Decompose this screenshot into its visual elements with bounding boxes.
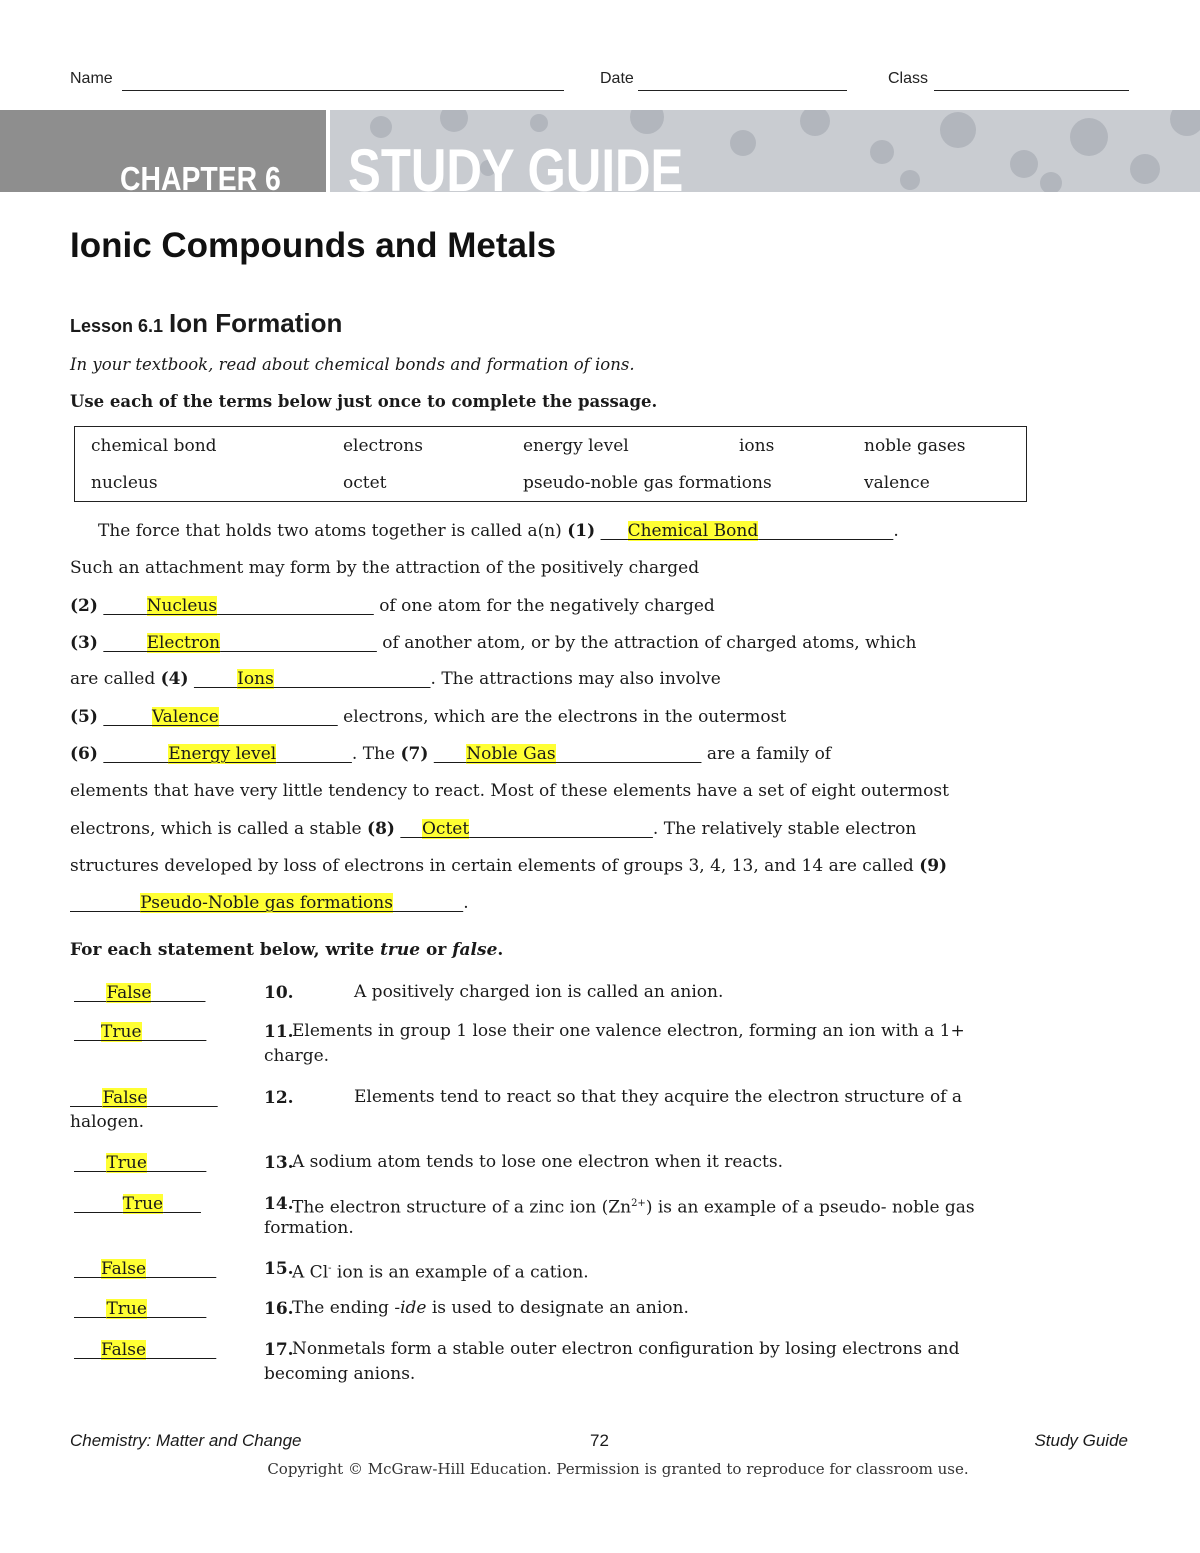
answer-blank-8[interactable] — [400, 819, 653, 839]
word-bank-term: ions — [739, 436, 775, 456]
answer-blank-14[interactable] — [74, 1193, 201, 1215]
terms-instruction: Use each of the terms below just once to complete the passage. — [70, 392, 658, 411]
passage-line — [70, 743, 831, 765]
statement-text: ion is an example of a cation. — [331, 1262, 589, 1283]
reading-instruction: In your textbook, read about chemical bonds and formation of ions. — [70, 355, 635, 374]
passage-line — [70, 668, 721, 690]
item-number: 12. — [264, 1088, 294, 1108]
word-bank-term: nucleus — [91, 473, 158, 493]
answer-3: Electron — [146, 633, 221, 653]
answer-blank-5[interactable] — [103, 707, 337, 727]
passage-text: of another atom, or by the attraction of charged atoms, which — [376, 633, 917, 653]
blank-number: (7) — [400, 744, 429, 764]
heading-text: or — [420, 940, 453, 960]
blank-number: (8) — [367, 819, 395, 839]
answer-14: True — [122, 1194, 164, 1214]
heading-false: false — [452, 940, 498, 960]
statement-text: A Cl — [292, 1262, 329, 1283]
word-bank-term: pseudo-noble gas formations — [523, 473, 772, 493]
blank-number: (2) — [70, 596, 98, 616]
answer-blank-2[interactable] — [103, 596, 373, 616]
answer-7: Noble Gas — [466, 744, 556, 764]
footer-study-guide: Study Guide — [1034, 1431, 1128, 1450]
study-guide-label: STUDY GUIDE — [348, 137, 684, 192]
passage-text: electrons, which are the electrons in the outermost — [337, 707, 787, 727]
statement-text: The electron structure of a zinc ion (Zn — [292, 1197, 632, 1218]
class-field[interactable] — [934, 72, 1129, 91]
answer-2: Nucleus — [146, 596, 218, 616]
answer-blank-12[interactable] — [70, 1087, 218, 1109]
word-bank-term: octet — [343, 473, 387, 493]
answer-blank-16[interactable] — [74, 1298, 206, 1320]
answer-blank-11[interactable] — [74, 1021, 206, 1043]
passage-text: are called — [70, 669, 161, 689]
answer-16: True — [106, 1299, 147, 1319]
statement-15 — [292, 1256, 589, 1286]
name-label: Name — [70, 70, 113, 87]
word-bank-term: valence — [864, 473, 930, 493]
word-bank — [74, 426, 1027, 502]
true-false-heading — [70, 940, 503, 960]
date-label: Date — [600, 70, 634, 87]
passage-text: The force that holds two atoms together is called a(n) — [98, 521, 568, 541]
statement-14-cont: formation. — [264, 1218, 354, 1238]
item-number: 11. — [264, 1022, 294, 1042]
answer-5: Valence — [151, 707, 219, 727]
answer-8: Octet — [421, 819, 470, 839]
statement-italic: -ide — [394, 1298, 427, 1318]
answer-blank-17[interactable] — [74, 1339, 216, 1361]
passage-text: . The — [351, 744, 401, 764]
answer-10: False — [106, 983, 152, 1003]
passage-line — [70, 892, 469, 914]
statement-text: The ending — [292, 1298, 395, 1318]
answer-12: False — [102, 1088, 148, 1108]
passage-line — [70, 595, 715, 617]
item-number: 13. — [264, 1153, 294, 1173]
chapter-label: CHAPTER 6 — [120, 160, 281, 197]
heading-true: true — [380, 940, 421, 960]
passage-line — [70, 706, 786, 728]
passage-text: of one atom for the negatively charged — [373, 596, 715, 616]
passage-text: structures developed by loss of electrons in certain elements of groups 3, 4, 13, and 14 are called — [70, 856, 920, 876]
heading-text: For each statement below, write — [70, 940, 381, 960]
answer-17: False — [101, 1340, 147, 1360]
blank-number: (3) — [70, 633, 98, 653]
passage-text: are a family of — [701, 744, 832, 764]
blank-number: (1) — [567, 521, 596, 541]
blank-number: (6) — [70, 744, 98, 764]
item-number: 15. — [264, 1259, 294, 1279]
statement-11-cont: charge. — [264, 1046, 330, 1066]
answer-blank-7[interactable] — [434, 744, 702, 764]
passage-line — [70, 632, 917, 654]
name-field[interactable] — [122, 72, 564, 91]
statement-17: Nonmetals form a stable outer electron configuration by losing electrons and — [292, 1339, 960, 1359]
statement-text: ) is an example of a pseudo- noble gas — [645, 1197, 975, 1218]
answer-4: Ions — [237, 669, 274, 689]
statement-16 — [292, 1296, 689, 1321]
answer-1: Chemical Bond — [627, 521, 759, 541]
lesson-name: Ion Formation — [169, 308, 343, 338]
answer-9: Pseudo-Noble gas formations — [140, 893, 393, 913]
answer-13: True — [106, 1153, 147, 1173]
passage-line — [70, 855, 947, 877]
statement-11: Elements in group 1 lose their one valence electron, forming an ion with a 1+ — [292, 1021, 965, 1041]
statement-13: A sodium atom tends to lose one electron when it reacts. — [292, 1152, 783, 1172]
blank-number: (5) — [70, 707, 98, 727]
passage-line: The force that holds two atoms together is called a(n) (1) Chemical Bond . — [98, 521, 899, 541]
class-label: Class — [888, 70, 929, 87]
statement-text: is used to designate an anion. — [426, 1298, 689, 1318]
lesson-number: Lesson 6.1 — [70, 316, 164, 336]
item-number: 16. — [264, 1299, 294, 1319]
answer-blank-4[interactable] — [194, 669, 431, 689]
answer-blank-9[interactable] — [70, 893, 463, 913]
answer-15: False — [101, 1259, 147, 1279]
passage-text: . The relatively stable electron — [652, 819, 917, 839]
charge-superscript: - — [328, 1263, 332, 1274]
passage-text: electrons, which is called a stable — [70, 819, 368, 839]
chapter-banner — [0, 110, 1200, 197]
copyright-notice: Copyright © McGraw-Hill Education. Permission is granted to reproduce for classroom use. — [267, 1460, 969, 1478]
item-number: 17. — [264, 1340, 294, 1360]
answer-6: Energy level — [168, 744, 277, 764]
passage-text: . The attractions may also involve — [430, 669, 721, 689]
blank-number: (9) — [919, 856, 948, 876]
word-bank-term: energy level — [523, 436, 629, 456]
answer-blank-15[interactable] — [74, 1258, 216, 1280]
passage-line: Such an attachment may form by the attraction of the positively charged — [70, 558, 700, 578]
date-field[interactable] — [638, 72, 847, 91]
heading-text: . — [497, 940, 504, 960]
item-number: 10. — [264, 983, 294, 1003]
answer-11: True — [101, 1022, 142, 1042]
page-number: 72 — [590, 1431, 609, 1450]
lesson-heading — [70, 308, 342, 339]
passage-line — [70, 818, 916, 840]
answer-blank-3[interactable] — [103, 633, 377, 653]
answer-blank-10[interactable] — [74, 982, 205, 1004]
word-bank-term: noble gases — [864, 436, 966, 456]
passage-text: . — [463, 893, 469, 913]
blank-number: (4) — [160, 669, 189, 689]
page-title: Ionic Compounds and Metals — [70, 226, 557, 265]
charge-superscript: 2+ — [631, 1198, 646, 1209]
statement-12-cont: halogen. — [70, 1112, 145, 1132]
statement-10: A positively charged ion is called an anion. — [354, 982, 724, 1002]
answer-blank-6[interactable] — [103, 744, 352, 764]
banner-study-guide-panel — [330, 110, 1200, 192]
statement-14 — [292, 1191, 975, 1221]
banner-chapter-panel — [0, 110, 326, 197]
answer-blank-13[interactable] — [74, 1152, 206, 1174]
word-bank-term: chemical bond — [91, 436, 217, 456]
footer-book-title: Chemistry: Matter and Change — [70, 1431, 302, 1450]
word-bank-term: electrons — [343, 436, 423, 456]
statement-12: Elements tend to react so that they acquire the electron structure of a — [354, 1087, 963, 1107]
statement-17-cont: becoming anions. — [264, 1364, 416, 1384]
passage-line: elements that have very little tendency to react. Most of these elements have a set of eight outermost — [70, 781, 949, 801]
answer-blank-1[interactable] — [601, 521, 894, 541]
item-number: 14. — [264, 1194, 294, 1214]
